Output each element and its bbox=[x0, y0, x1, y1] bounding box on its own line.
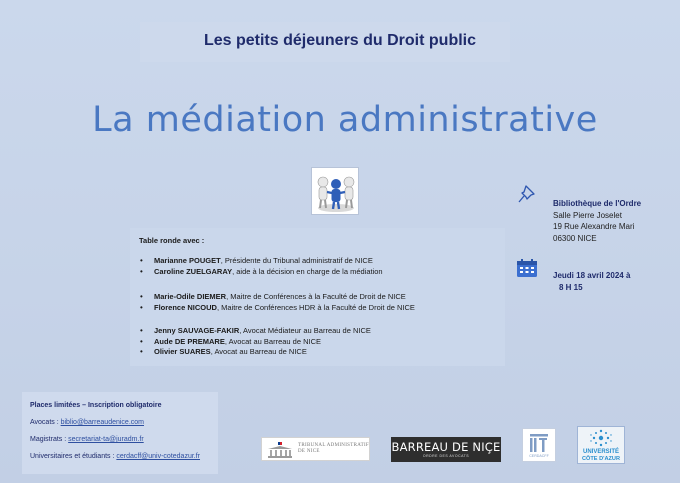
speaker-role: , Présidente du Tribunal administratif de NICE bbox=[220, 256, 373, 265]
speaker-item bbox=[154, 267, 383, 278]
round-table-heading: Table ronde avec : bbox=[139, 236, 205, 245]
cerdacff-logo-text: CERDACFF bbox=[529, 454, 549, 458]
contact-label: Avocats : bbox=[30, 419, 61, 426]
speaker-name: Marie-Odile DIEMER bbox=[154, 292, 227, 301]
tribunal-emblem-icon bbox=[265, 441, 295, 459]
speaker-item bbox=[154, 292, 415, 303]
contact-universitaires bbox=[30, 453, 200, 460]
series-title: Les petits déjeuners du Droit public bbox=[203, 32, 477, 49]
event-title: La médiation administrative bbox=[92, 100, 598, 140]
speaker-group-1 bbox=[154, 256, 383, 277]
registration-heading: Places limitées – Inscription obligatoire bbox=[30, 402, 162, 409]
speaker-name: Jenny SAUVAGE-FAKIR bbox=[154, 326, 240, 335]
speaker-group-3 bbox=[154, 326, 371, 358]
venue-room: Salle Pierre Joselet bbox=[553, 210, 622, 220]
cerdacff-logo bbox=[522, 428, 556, 462]
speaker-item bbox=[154, 326, 371, 337]
barreau-logo-sub: ORDRE DES AVOCATS bbox=[422, 454, 470, 458]
speaker-item bbox=[154, 256, 383, 267]
email-link[interactable]: biblio@barreaudenice.com bbox=[60, 419, 144, 426]
speaker-role: , Avocat Médiateur au Barreau de NICE bbox=[239, 326, 371, 335]
venue-name: Bibliothèque de l'Ordre bbox=[553, 199, 642, 208]
universite-logo-line1: UNIVERSITÉ bbox=[582, 449, 619, 455]
contact-label: Universitaires et étudiants : bbox=[30, 453, 117, 460]
email-link[interactable]: cerdacff@univ-cotedazur.fr bbox=[116, 453, 201, 460]
speaker-role: , Avocat au Barreau de NICE bbox=[210, 347, 307, 356]
speaker-role: , Maitre de Conférences HDR à la Faculté de Droit de NICE bbox=[216, 302, 415, 312]
meeting-illustration bbox=[311, 167, 359, 215]
tribunal-logo-line1: TRIBUNAL ADMINISTRATIF bbox=[298, 443, 369, 448]
speaker-name: Aude DE PREMARE bbox=[154, 336, 225, 346]
contact-avocats bbox=[30, 419, 144, 426]
location-block bbox=[553, 198, 641, 244]
speaker-item bbox=[154, 303, 415, 314]
event-time: 8 H 15 bbox=[559, 283, 583, 292]
speaker-item bbox=[154, 347, 371, 358]
event-datetime bbox=[553, 270, 630, 294]
barreau-logo-name: BARREAU DE NIÇE bbox=[391, 440, 501, 454]
tribunal-logo-line2: DE NICE bbox=[298, 449, 320, 454]
contact-magistrats bbox=[30, 436, 144, 443]
universite-logo-line2: CÔTE D'AZUR bbox=[582, 456, 620, 462]
contact-label: Magistrats : bbox=[30, 436, 69, 443]
constellation-icon bbox=[578, 427, 624, 449]
speaker-group-2 bbox=[154, 292, 415, 313]
barreau-de-nice-logo bbox=[391, 437, 501, 462]
speaker-role: , aide à la décision en charge de la médiation bbox=[232, 266, 383, 276]
venue-city: 06300 NICE bbox=[553, 233, 597, 243]
speaker-name: Marianne POUGET bbox=[154, 256, 221, 265]
speaker-item bbox=[154, 337, 371, 348]
speaker-role: , Avocat au Barreau de NICE bbox=[224, 336, 322, 346]
pushpin-icon bbox=[517, 184, 537, 204]
calendar-icon bbox=[516, 258, 538, 278]
speaker-name: Olivier SUARES bbox=[154, 347, 211, 356]
speaker-name: Florence NICOUD bbox=[154, 302, 217, 312]
venue-street: 19 Rue Alexandre Mari bbox=[553, 222, 635, 231]
universite-cote-azur-logo bbox=[577, 426, 625, 464]
event-date: Jeudi 18 avril 2024 à bbox=[553, 271, 631, 280]
tribunal-administratif-logo bbox=[261, 437, 370, 461]
email-link[interactable]: secretariat-ta@juradm.fr bbox=[68, 436, 144, 443]
speaker-role: , Maitre de Conférences à la Faculté de Droit de NICE bbox=[226, 292, 406, 301]
speaker-name: Caroline ZUELGARAY bbox=[154, 266, 233, 276]
